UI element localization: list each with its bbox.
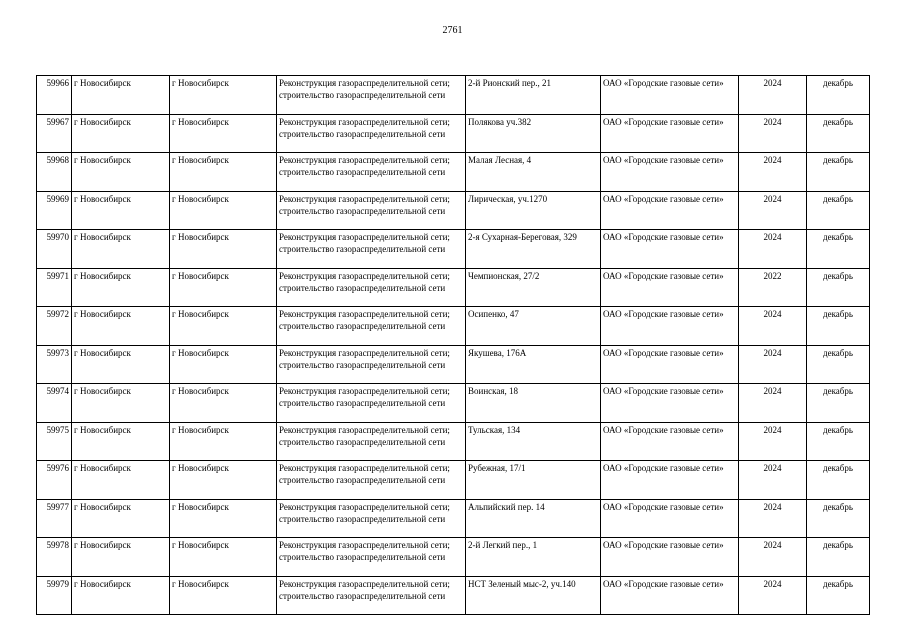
work-description-cell: [277, 461, 466, 500]
table-row: [37, 538, 870, 577]
organization-cell: ОАО «Городские газовые сети»: [601, 538, 739, 577]
registry-table-body: [37, 76, 870, 615]
work-description-cell: [277, 422, 466, 461]
municipality-cell: г Новосибирск: [72, 268, 170, 307]
year-cell: 2024: [739, 230, 807, 269]
address-cell: Полякова уч.382: [466, 114, 601, 153]
work-description-line: строительство газораспределительной сети: [279, 475, 446, 485]
year-cell: 2024: [739, 538, 807, 577]
year-cell: 2022: [739, 268, 807, 307]
table-row: [37, 499, 870, 538]
municipality-cell: г Новосибирск: [72, 384, 170, 423]
month-cell: декабрь: [807, 114, 870, 153]
organization-cell: ОАО «Городские газовые сети»: [601, 268, 739, 307]
work-description-line: строительство газораспределительной сети: [279, 590, 446, 601]
month-cell: декабрь: [807, 499, 870, 538]
settlement-cell: г Новосибирск: [170, 76, 277, 115]
municipality-cell: г Новосибирск: [72, 538, 170, 577]
work-description-line: строительство газораспределительной сети: [279, 552, 446, 562]
table-row: [37, 345, 870, 384]
work-description-cell: [277, 191, 466, 230]
work-description-cell: [277, 153, 466, 192]
row-number-cell: 59970: [37, 230, 72, 269]
work-description-line: строительство газораспределительной сети: [279, 167, 446, 177]
work-description-line: Реконструкция газораспределительной сети;: [279, 232, 450, 242]
month-cell: декабрь: [807, 153, 870, 192]
organization-cell: ОАО «Городские газовые сети»: [601, 191, 739, 230]
work-description-line: Реконструкция газораспределительной сети;: [279, 578, 450, 589]
table-row: [37, 191, 870, 230]
address-cell: 2-й Легкий пер., 1: [466, 538, 601, 577]
work-description-cell: [277, 538, 466, 577]
year-cell: 2024: [739, 576, 807, 615]
table-row: [37, 422, 870, 461]
municipality-cell: г Новосибирск: [72, 76, 170, 115]
municipality-cell: г Новосибирск: [72, 114, 170, 153]
address-cell: Воинская, 18: [466, 384, 601, 423]
month-cell: декабрь: [807, 384, 870, 423]
settlement-cell: г Новосибирск: [170, 499, 277, 538]
municipality-cell: г Новосибирск: [72, 307, 170, 346]
work-description-cell: [277, 114, 466, 153]
settlement-cell: г Новосибирск: [170, 422, 277, 461]
table-row: [37, 230, 870, 269]
settlement-cell: г Новосибирск: [170, 153, 277, 192]
work-description-line: Реконструкция газораспределительной сети;: [279, 116, 450, 127]
work-description-line: строительство газораспределительной сети: [279, 205, 446, 216]
row-number-cell: 59977: [37, 499, 72, 538]
address-cell: 2-й Рионский пер., 21: [466, 76, 601, 115]
work-description-line: Реконструкция газораспределительной сети;: [279, 155, 450, 165]
address-cell: Малая Лесная, 4: [466, 153, 601, 192]
work-description-line: строительство газораспределительной сети: [279, 90, 446, 100]
year-cell: 2024: [739, 76, 807, 115]
month-cell: декабрь: [807, 76, 870, 115]
work-description-line: Реконструкция газораспределительной сети;: [279, 386, 450, 396]
year-cell: 2024: [739, 114, 807, 153]
month-cell: декабрь: [807, 538, 870, 577]
year-cell: 2024: [739, 499, 807, 538]
month-cell: декабрь: [807, 576, 870, 615]
work-description-line: Реконструкция газораспределительной сети;: [279, 193, 450, 204]
work-description-line: Реконструкция газораспределительной сети;: [279, 501, 450, 512]
work-description-line: Реконструкция газораспределительной сети;: [279, 463, 450, 473]
municipality-cell: г Новосибирск: [72, 345, 170, 384]
table-row: [37, 461, 870, 500]
table-row: [37, 153, 870, 192]
municipality-cell: г Новосибирск: [72, 153, 170, 192]
work-description-line: Реконструкция газораспределительной сети;: [279, 347, 450, 358]
year-cell: 2024: [739, 461, 807, 500]
municipality-cell: г Новосибирск: [72, 461, 170, 500]
table-row: [37, 576, 870, 615]
organization-cell: ОАО «Городские газовые сети»: [601, 345, 739, 384]
year-cell: 2024: [739, 191, 807, 230]
address-cell: Осипенко, 47: [466, 307, 601, 346]
month-cell: декабрь: [807, 461, 870, 500]
year-cell: 2024: [739, 153, 807, 192]
month-cell: декабрь: [807, 422, 870, 461]
table-row: [37, 307, 870, 346]
settlement-cell: г Новосибирск: [170, 191, 277, 230]
work-description-line: Реконструкция газораспределительной сети;: [279, 540, 450, 550]
organization-cell: ОАО «Городские газовые сети»: [601, 461, 739, 500]
settlement-cell: г Новосибирск: [170, 384, 277, 423]
settlement-cell: г Новосибирск: [170, 230, 277, 269]
work-description-line: Реконструкция газораспределительной сети;: [279, 78, 450, 88]
work-description-line: строительство газораспределительной сети: [279, 244, 446, 254]
table-row: [37, 268, 870, 307]
work-description-cell: [277, 499, 466, 538]
row-number-cell: 59978: [37, 538, 72, 577]
address-cell: НСТ Зеленый мыс-2, уч.140: [466, 576, 601, 615]
organization-cell: ОАО «Городские газовые сети»: [601, 153, 739, 192]
row-number-cell: 59967: [37, 114, 72, 153]
work-description-cell: [277, 576, 466, 615]
municipality-cell: г Новосибирск: [72, 499, 170, 538]
table-row: [37, 114, 870, 153]
table-row: [37, 384, 870, 423]
municipality-cell: г Новосибирск: [72, 191, 170, 230]
organization-cell: ОАО «Городские газовые сети»: [601, 499, 739, 538]
month-cell: декабрь: [807, 307, 870, 346]
work-description-cell: [277, 384, 466, 423]
settlement-cell: г Новосибирск: [170, 307, 277, 346]
address-cell: Тульская, 134: [466, 422, 601, 461]
address-cell: Якушева, 176А: [466, 345, 601, 384]
address-cell: Альпийский пер. 14: [466, 499, 601, 538]
settlement-cell: г Новосибирск: [170, 268, 277, 307]
work-description-cell: [277, 230, 466, 269]
year-cell: 2024: [739, 422, 807, 461]
work-description-line: строительство газораспределительной сети: [279, 398, 446, 408]
settlement-cell: г Новосибирск: [170, 461, 277, 500]
row-number-cell: 59979: [37, 576, 72, 615]
month-cell: декабрь: [807, 191, 870, 230]
year-cell: 2024: [739, 307, 807, 346]
month-cell: декабрь: [807, 230, 870, 269]
address-cell: 2-я Сухарная-Береговая, 329: [466, 230, 601, 269]
work-description-cell: [277, 268, 466, 307]
work-description-line: строительство газораспределительной сети: [279, 321, 446, 331]
municipality-cell: г Новосибирск: [72, 576, 170, 615]
gas-network-registry-table: [36, 75, 870, 615]
organization-cell: ОАО «Городские газовые сети»: [601, 422, 739, 461]
row-number-cell: 59971: [37, 268, 72, 307]
address-cell: Рубежная, 17/1: [466, 461, 601, 500]
row-number-cell: 59972: [37, 307, 72, 346]
work-description-line: строительство газораспределительной сети: [279, 359, 446, 370]
settlement-cell: г Новосибирск: [170, 576, 277, 615]
table-row: [37, 76, 870, 115]
row-number-cell: 59969: [37, 191, 72, 230]
organization-cell: ОАО «Городские газовые сети»: [601, 576, 739, 615]
year-cell: 2024: [739, 384, 807, 423]
organization-cell: ОАО «Городские газовые сети»: [601, 76, 739, 115]
year-cell: 2024: [739, 345, 807, 384]
work-description-line: строительство газораспределительной сети: [279, 128, 446, 139]
month-cell: декабрь: [807, 345, 870, 384]
row-number-cell: 59966: [37, 76, 72, 115]
work-description-cell: [277, 76, 466, 115]
address-cell: Лирическая, уч.1270: [466, 191, 601, 230]
work-description-line: Реконструкция газораспределительной сети;: [279, 424, 450, 435]
work-description-line: строительство газораспределительной сети: [279, 282, 446, 293]
organization-cell: ОАО «Городские газовые сети»: [601, 114, 739, 153]
month-cell: декабрь: [807, 268, 870, 307]
municipality-cell: г Новосибирск: [72, 422, 170, 461]
organization-cell: ОАО «Городские газовые сети»: [601, 230, 739, 269]
row-number-cell: 59973: [37, 345, 72, 384]
row-number-cell: 59968: [37, 153, 72, 192]
work-description-line: строительство газораспределительной сети: [279, 513, 446, 524]
row-number-cell: 59974: [37, 384, 72, 423]
work-description-line: Реконструкция газораспределительной сети;: [279, 309, 450, 319]
settlement-cell: г Новосибирск: [170, 345, 277, 384]
work-description-cell: [277, 345, 466, 384]
page-number: 2761: [442, 25, 463, 36]
work-description-line: строительство газораспределительной сети: [279, 436, 446, 447]
municipality-cell: г Новосибирск: [72, 230, 170, 269]
row-number-cell: 59976: [37, 461, 72, 500]
work-description-cell: [277, 307, 466, 346]
address-cell: Чемпионская, 27/2: [466, 268, 601, 307]
settlement-cell: г Новосибирск: [170, 114, 277, 153]
work-description-line: Реконструкция газораспределительной сети;: [279, 270, 450, 281]
organization-cell: ОАО «Городские газовые сети»: [601, 384, 739, 423]
organization-cell: ОАО «Городские газовые сети»: [601, 307, 739, 346]
settlement-cell: г Новосибирск: [170, 538, 277, 577]
row-number-cell: 59975: [37, 422, 72, 461]
